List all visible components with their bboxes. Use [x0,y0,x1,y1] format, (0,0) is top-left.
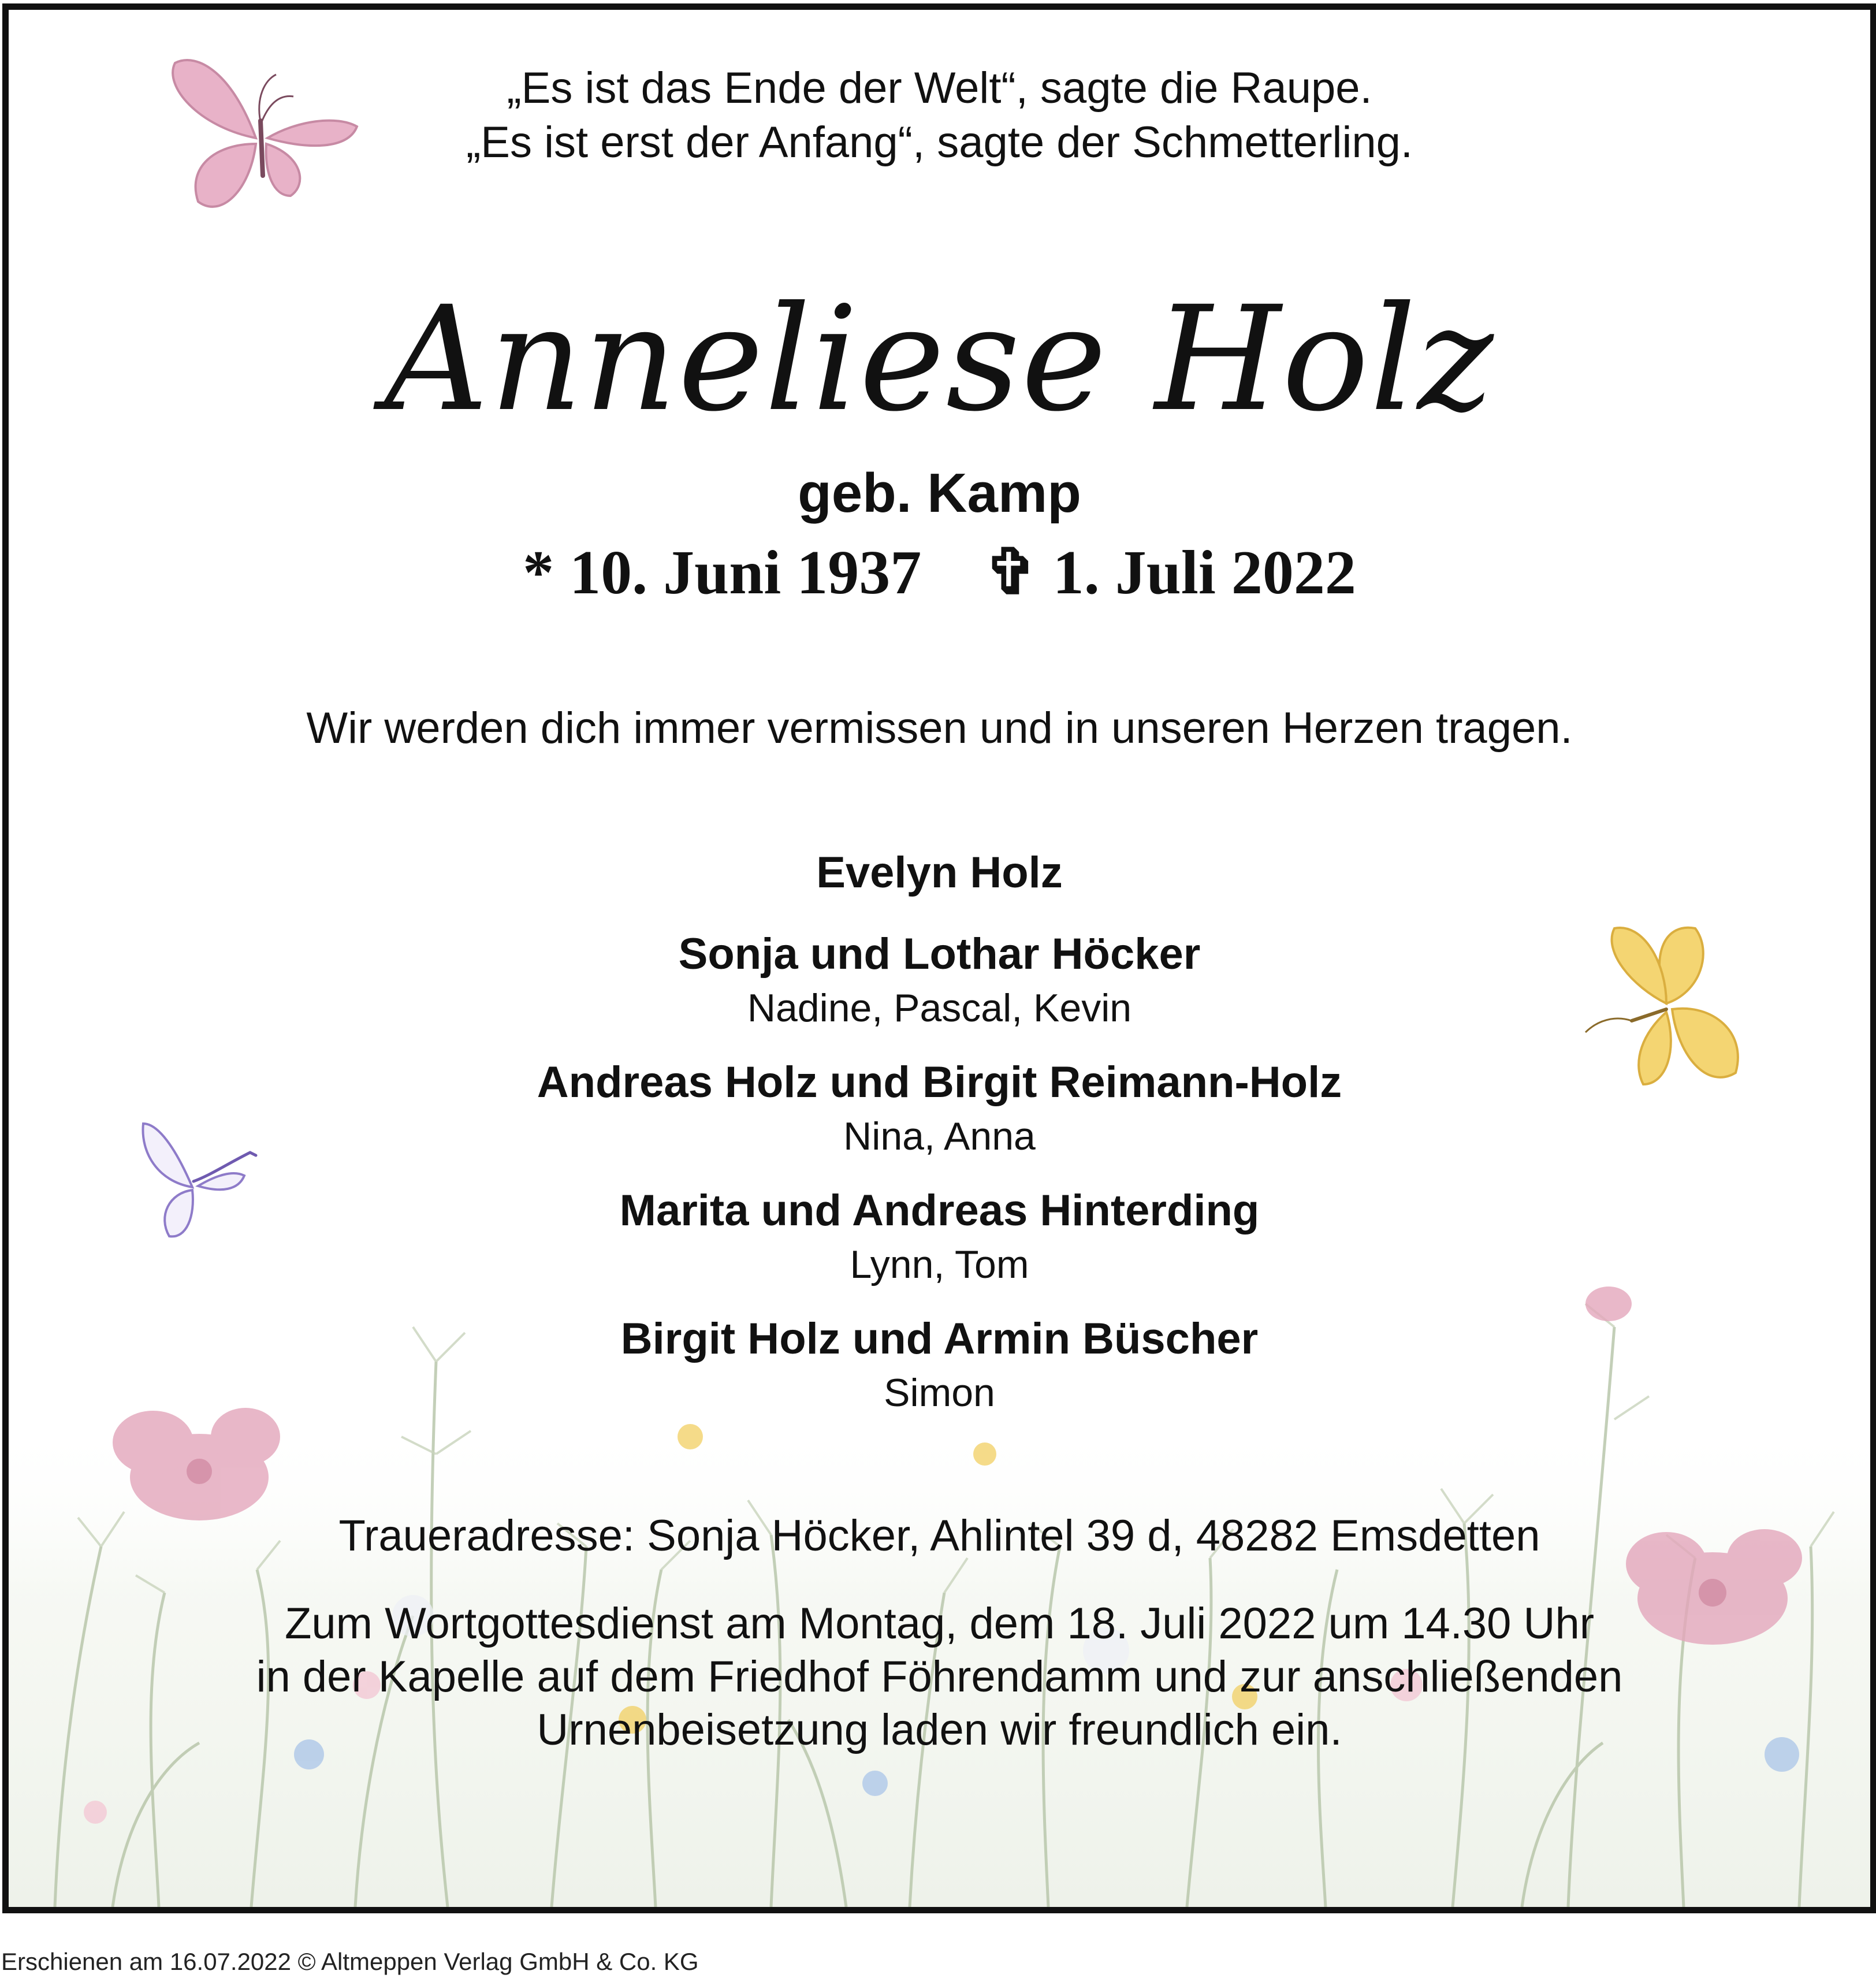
quote-line-2: „Es ist erst der Anfang“, sagte der Schmetterling. [466,118,1413,167]
birth-date: * 10. Juni 1937 [523,538,922,607]
tribute-text: Wir werden dich immer vermissen und in unseren Herzen tragen. [306,704,1573,753]
quote-line-1: „Es ist das Ende der Welt“, sagte die Raupe. [507,64,1372,113]
mourning-address: Traueradresse: Sonja Höcker, Ahlintel 39 d, 48282 Emsdetten [338,1511,1540,1560]
service-line-1: Zum Wortgottesdienst am Montag, dem 18. Juli 2022 um 14.30 Uhr [284,1599,1595,1648]
mourner-grandchildren: Nadine, Pascal, Kevin [747,986,1132,1030]
mourner-name: Sonja und Lothar Höcker [678,929,1201,979]
mourner-grandchildren: Nina, Anna [843,1114,1036,1158]
mourner-grandchildren: Lynn, Tom [850,1243,1029,1287]
death-date: ✞ 1. Juli 2022 [985,538,1356,607]
service-line-3: Urnenbeisetzung laden wir freundlich ein. [537,1705,1342,1754]
mourner-name: Evelyn Holz [816,848,1063,897]
life-dates [9,538,1870,608]
service-line-2: in der Kapelle auf dem Friedhof Föhrendamm und zur anschließenden [256,1652,1623,1701]
deceased-name: Anneliese Holz [384,275,1495,443]
maiden-name: geb. Kamp [798,462,1081,524]
mourner-name: Andreas Holz und Birgit Reimann-Holz [537,1058,1342,1107]
mourner-grandchildren: Simon [884,1371,995,1415]
obituary-frame [2,3,1876,1913]
mourner-name: Birgit Holz und Armin Büscher [620,1314,1259,1363]
mourner-name: Marita und Andreas Hinterding [619,1186,1260,1235]
publication-imprint: Erschienen am 16.07.2022 © Altmeppen Verlag GmbH & Co. KG [1,1948,699,1975]
